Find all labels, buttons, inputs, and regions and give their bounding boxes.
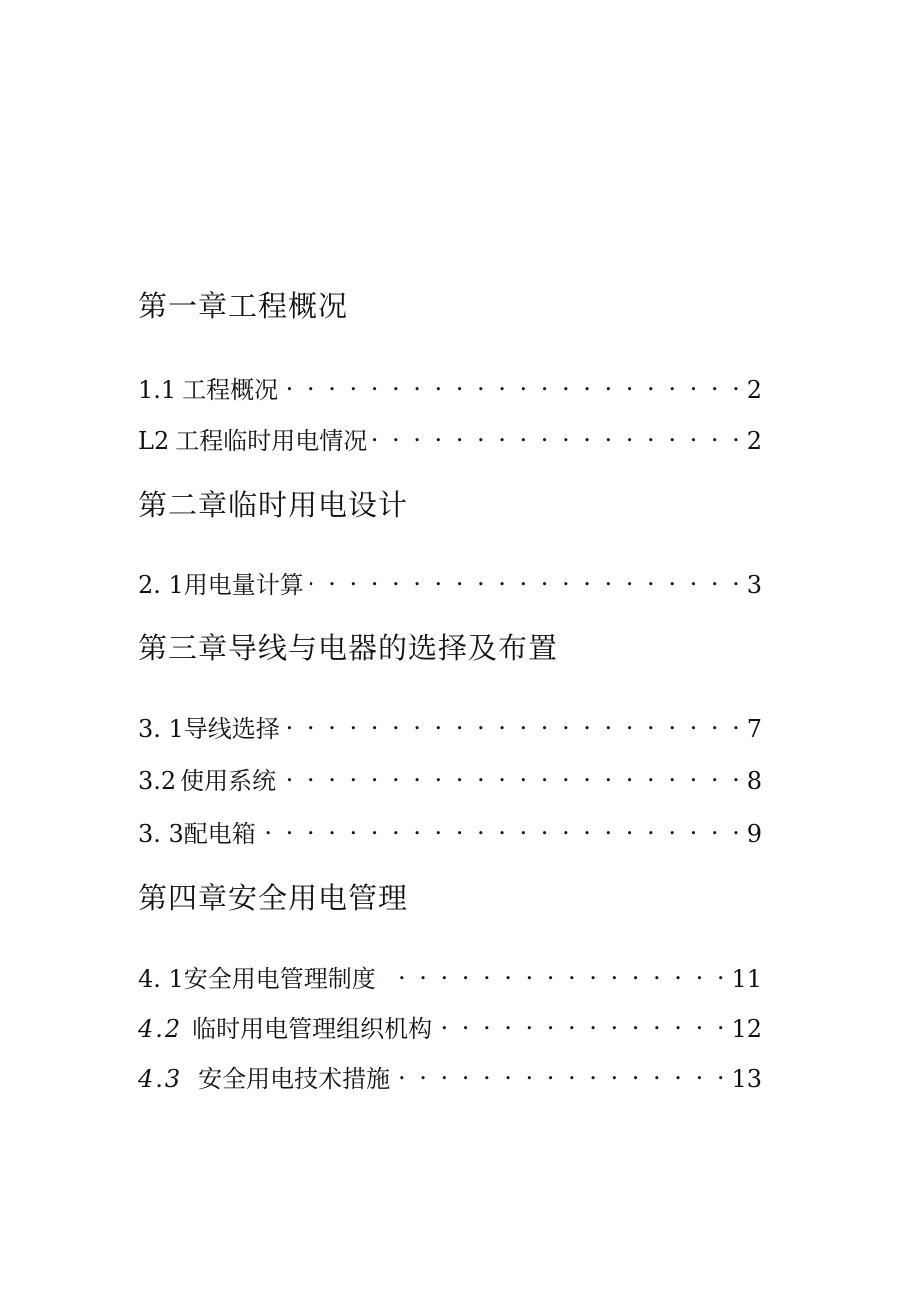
toc-entry-1-1[interactable] [138, 366, 762, 404]
entry-title: 工程概况 [182, 376, 279, 404]
toc-entry-4-2[interactable] [138, 1005, 762, 1043]
dot-leader [286, 705, 743, 737]
chapter-3-heading: 第三章导线与电器的选择及布置 [138, 631, 559, 665]
chapter-2-heading: 第二章临时用电设计 [138, 488, 409, 522]
entry-number: 3.2 [138, 767, 177, 795]
toc-entry-3-1[interactable] [138, 705, 762, 743]
toc-entry-1-2[interactable] [138, 417, 762, 455]
entry-number: 4.3 [138, 1065, 183, 1093]
entry-title: 安全用电技术措施 [198, 1065, 391, 1093]
toc-entry-3-2[interactable] [138, 757, 762, 795]
dot-leader [262, 810, 743, 842]
page-number: 3 [746, 571, 762, 599]
entry-title: 用电量计算 [183, 571, 304, 599]
entry-number: 4.2 [138, 1015, 183, 1043]
dot-leader [310, 561, 743, 593]
page-number: 11 [731, 965, 762, 993]
toc-entry-4-3[interactable] [138, 1055, 762, 1093]
toc-entry-2-1[interactable] [138, 561, 762, 599]
chapter-1-heading: 第一章工程概况 [138, 289, 349, 323]
entry-title: 配电箱 [183, 820, 256, 848]
page-number: 2 [746, 376, 762, 404]
page-number: 2 [746, 427, 762, 455]
dot-leader [438, 1005, 727, 1037]
entry-number: 3. 3 [138, 820, 184, 848]
entry-title: 使用系统 [180, 767, 277, 795]
entry-number: 4. 1 [138, 965, 184, 993]
entry-title: 安全用电管理制度 [183, 965, 376, 993]
entry-title: 导线选择 [183, 715, 280, 743]
page-number: 13 [731, 1065, 762, 1093]
page-number: 12 [731, 1015, 762, 1043]
page-number: 7 [746, 715, 762, 743]
dot-leader [396, 1055, 727, 1087]
entry-number: L2 [138, 427, 170, 455]
entry-title: 临时用电管理组织机构 [192, 1015, 433, 1043]
dot-leader [373, 417, 743, 449]
dot-leader [382, 955, 728, 987]
page-number: 9 [746, 820, 762, 848]
dot-leader [284, 366, 743, 398]
dot-leader [282, 757, 743, 789]
page-number: 8 [746, 767, 762, 795]
toc-entry-3-3[interactable] [138, 810, 762, 848]
entry-number: 2. 1 [138, 571, 184, 599]
chapter-4-heading: 第四章安全用电管理 [138, 881, 409, 915]
toc-entry-4-1[interactable] [138, 955, 762, 993]
entry-number: 3. 1 [138, 715, 184, 743]
entry-number: 1.1 [138, 376, 177, 404]
entry-title: 工程临时用电情况 [175, 427, 368, 455]
